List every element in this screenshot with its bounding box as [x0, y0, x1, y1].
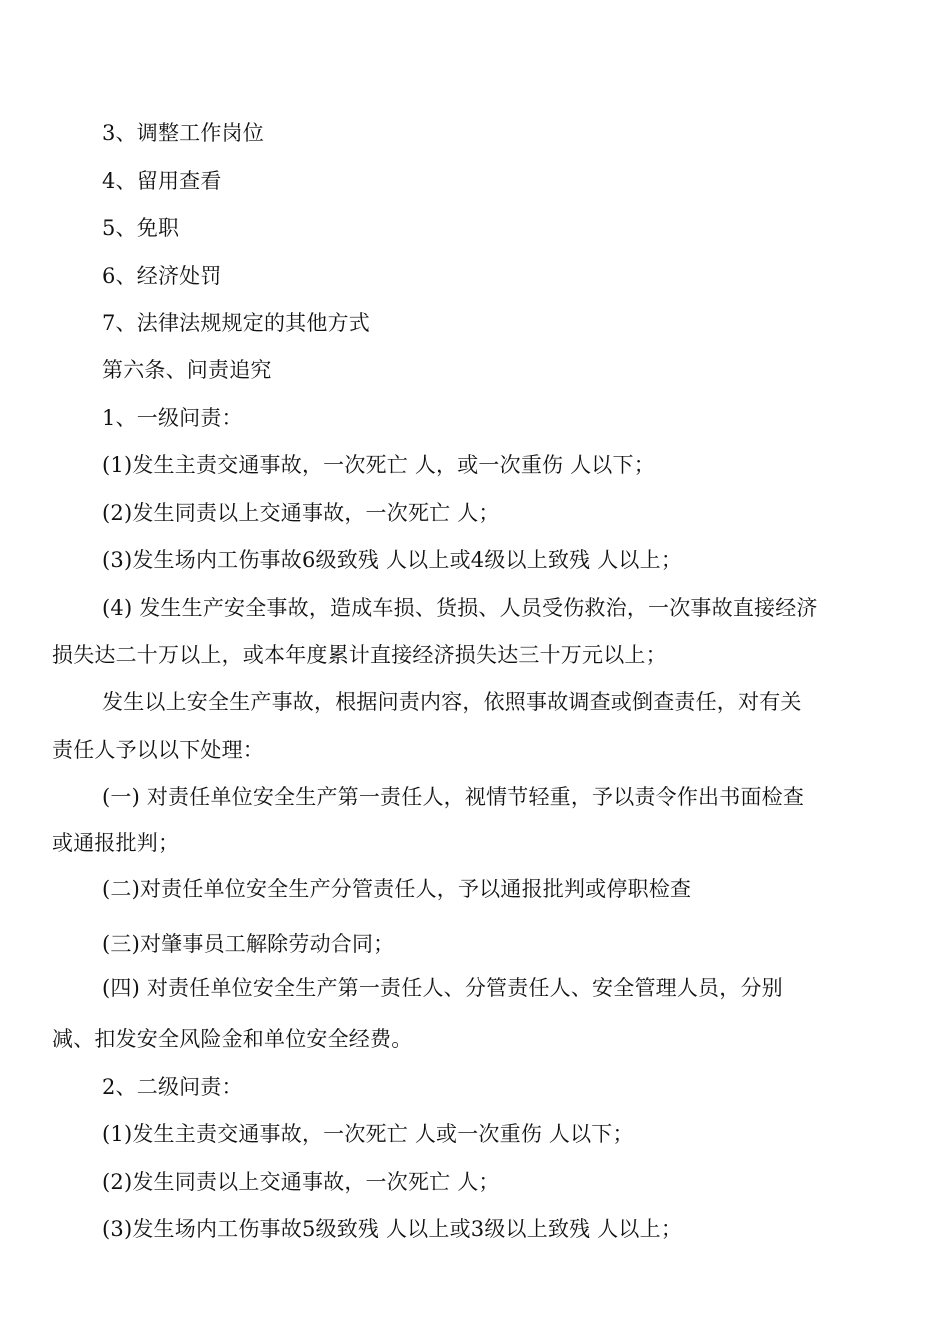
text-line: (1)发生主责交通事故，一次死亡 人或一次重伤 人以下；	[102, 1122, 634, 1146]
text-line: (三)对肇事员工解除劳动合同；	[102, 932, 395, 956]
text-line: 6、经济处罚	[102, 264, 222, 288]
text-line: 减、扣发安全风险金和单位安全经费。	[52, 1027, 413, 1051]
subsection-heading: 2、二级问责：	[102, 1075, 243, 1099]
text-line: (2)发生同责以上交通事故，一次死亡 人；	[102, 501, 500, 525]
text-line: (一) 对责任单位安全生产第一责任人，视情节轻重，予以责令作出书面检查	[102, 785, 805, 809]
text-line: 3、调整工作岗位	[102, 121, 264, 145]
text-line: 责任人予以以下处理：	[52, 738, 264, 762]
text-line: (3)发生场内工伤事故5级致残 人以上或3级以上致残 人以上；	[102, 1217, 683, 1241]
section-heading: 第六条、问责追究	[102, 358, 272, 382]
subsection-heading: 1、一级问责：	[102, 406, 243, 430]
text-line: 或通报批判；	[52, 831, 180, 855]
text-line: (2)发生同责以上交通事故，一次死亡 人；	[102, 1170, 500, 1194]
text-line: 发生以上安全生产事故，根据问责内容，依照事故调查或倒查责任，对有关	[102, 690, 802, 714]
text-line: 7、法律法规规定的其他方式	[102, 311, 370, 335]
text-line: 4、留用查看	[102, 169, 222, 193]
text-line: (1)发生主责交通事故，一次死亡 人，或一次重伤 人以下；	[102, 453, 655, 477]
text-line: 损失达二十万以上，或本年度累计直接经济损失达三十万元以上；	[52, 643, 667, 667]
text-line: (四) 对责任单位安全生产第一责任人、分管责任人、安全管理人员，分别	[102, 976, 783, 1000]
text-line: (二)对责任单位安全生产分管责任人，予以通报批判或停职检查	[102, 877, 692, 901]
text-line: (4) 发生生产安全事故，造成车损、货损、人员受伤救治，一次事故直接经济	[102, 596, 818, 620]
text-line: (3)发生场内工伤事故6级致残 人以上或4级以上致残 人以上；	[102, 548, 683, 572]
text-line: 5、免职	[102, 216, 180, 240]
